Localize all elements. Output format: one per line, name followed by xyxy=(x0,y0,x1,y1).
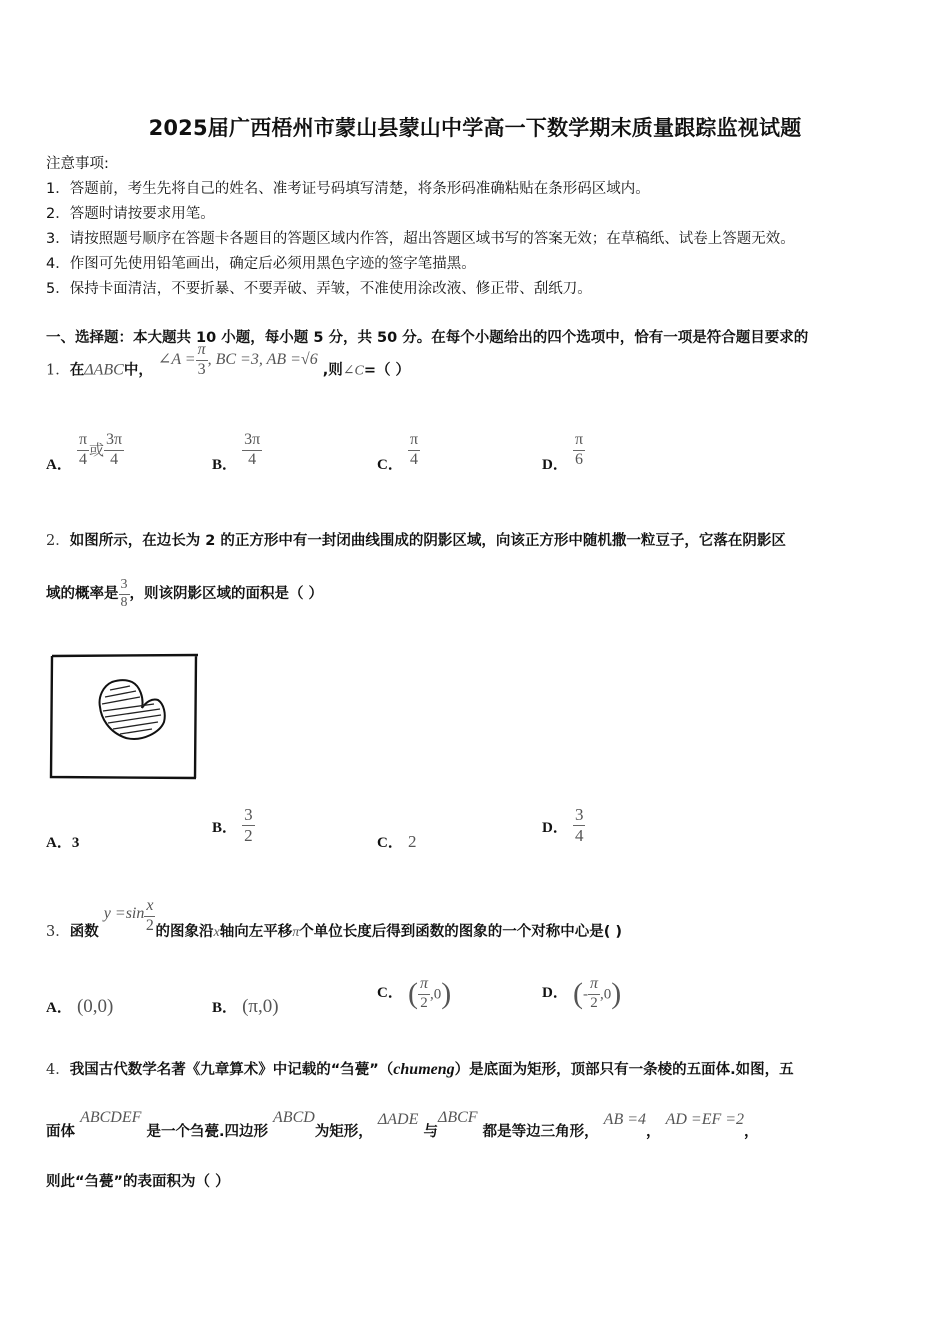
math-triangle: ΔABC xyxy=(84,361,124,379)
q2-option-c[interactable]: C． 2 xyxy=(377,832,417,851)
question-4-line-2: 面体 ABCDEF 是一个刍甍.四边形 ABCD为矩形， ΔADE 与ΔBCF 都是等边三角形， AB =4， AD =EF =2， xyxy=(46,1109,759,1140)
q1-option-d[interactable]: D． $\frac{\pi}{6}$ xyxy=(542,431,584,473)
q1-option-c[interactable]: C． $\frac{\pi}{4}$ xyxy=(377,431,419,473)
notice-item-4: 4．作图可先使用铅笔画出，确定后必须用黑色字迹的签字笔描黑。 xyxy=(46,256,476,272)
question-4-line-3: 则此“刍甍”的表面积为（ ） xyxy=(46,1174,230,1190)
notice-item-1: 1．答题前，考生先将自己的姓名、准考证号码填写清楚，将条形码准确粘贴在条形码区域内。 xyxy=(46,181,650,197)
fraction: $\frac{\pi}{3}$ xyxy=(197,341,206,378)
question-3: 3．函数 y =sin $\frac{x}{2}$ 的图象沿x轴向左平移π个单位长度后得到函数的图象的一个对称中心是( ) xyxy=(46,897,623,941)
question-2-line-1: 2．如图所示，在边长为 2 的正方形中有一封闭曲线围成的阴影区域，向该正方形中随机撒一粒豆子，它落在阴影区 xyxy=(46,533,786,549)
square-with-shaded-region-figure xyxy=(48,652,198,780)
q3-option-d[interactable]: D． (- $\frac{\pi}{2}$ ,0) xyxy=(542,975,622,1011)
q3-option-a[interactable]: A． (0,0) xyxy=(46,996,114,1017)
question-1: 1．在ΔABC中， ∠A = $\frac{\pi}{3}$ , BC =3, AB =√6 ,则∠C=（ ） xyxy=(46,341,411,379)
page-title: 2025届广西梧州市蒙山县蒙山中学高一下数学期末质量跟踪监视试题 xyxy=(148,116,802,140)
q2-option-a[interactable]: A．3 xyxy=(46,835,80,851)
notice-item-5: 5．保持卡面清洁，不要折暴、不要弄破、弄皱，不准使用涂改液、修正带、刮纸刀。 xyxy=(46,281,592,297)
notice-item-2: 2．答题时请按要求用笔。 xyxy=(46,206,215,222)
notice-item-3: 3．请按照题号顺序在答题卡各题目的答题区域内作答，超出答题区域书写的答案无效；在草稿纸、试卷上答题无效。 xyxy=(46,231,795,247)
q1-option-a[interactable]: A． $\frac{\pi}{4}$ 或 $\frac{3\pi}{4}$ xyxy=(46,431,123,473)
q2-option-b[interactable]: B． $\frac{3}{2}$ xyxy=(212,805,253,845)
notice-heading: 注意事项: xyxy=(46,156,109,172)
q2-option-d[interactable]: D． $\frac{3}{4}$ xyxy=(542,805,584,845)
question-4-line-1: 4．我国古代数学名著《九章算术》中记载的“刍甍”（chumeng）是底面为矩形，顶部只有一条棱的五面体.如图，五 xyxy=(46,1061,794,1078)
q3-option-c[interactable]: C． ( $\frac{\pi}{2}$ ,0) xyxy=(377,975,452,1011)
section-heading: 一、选择题：本大题共 10 小题，每小题 5 分，共 50 分。在每个小题给出的四个选项中，恰有一项是符合题目要求的 xyxy=(46,330,809,346)
q1-option-b[interactable]: B． $\frac{3\pi}{4}$ xyxy=(212,431,261,473)
math-condition: ∠A = $\frac{\pi}{3}$ , BC =3, AB =√6 xyxy=(157,341,318,378)
question-2-line-2: 域的概率是 $\frac{3}{8}$ ，则该阴影区域的面积是（ ） xyxy=(46,577,324,610)
q3-option-b[interactable]: B． (π,0) xyxy=(212,996,279,1017)
question-number: 1． xyxy=(46,362,70,379)
